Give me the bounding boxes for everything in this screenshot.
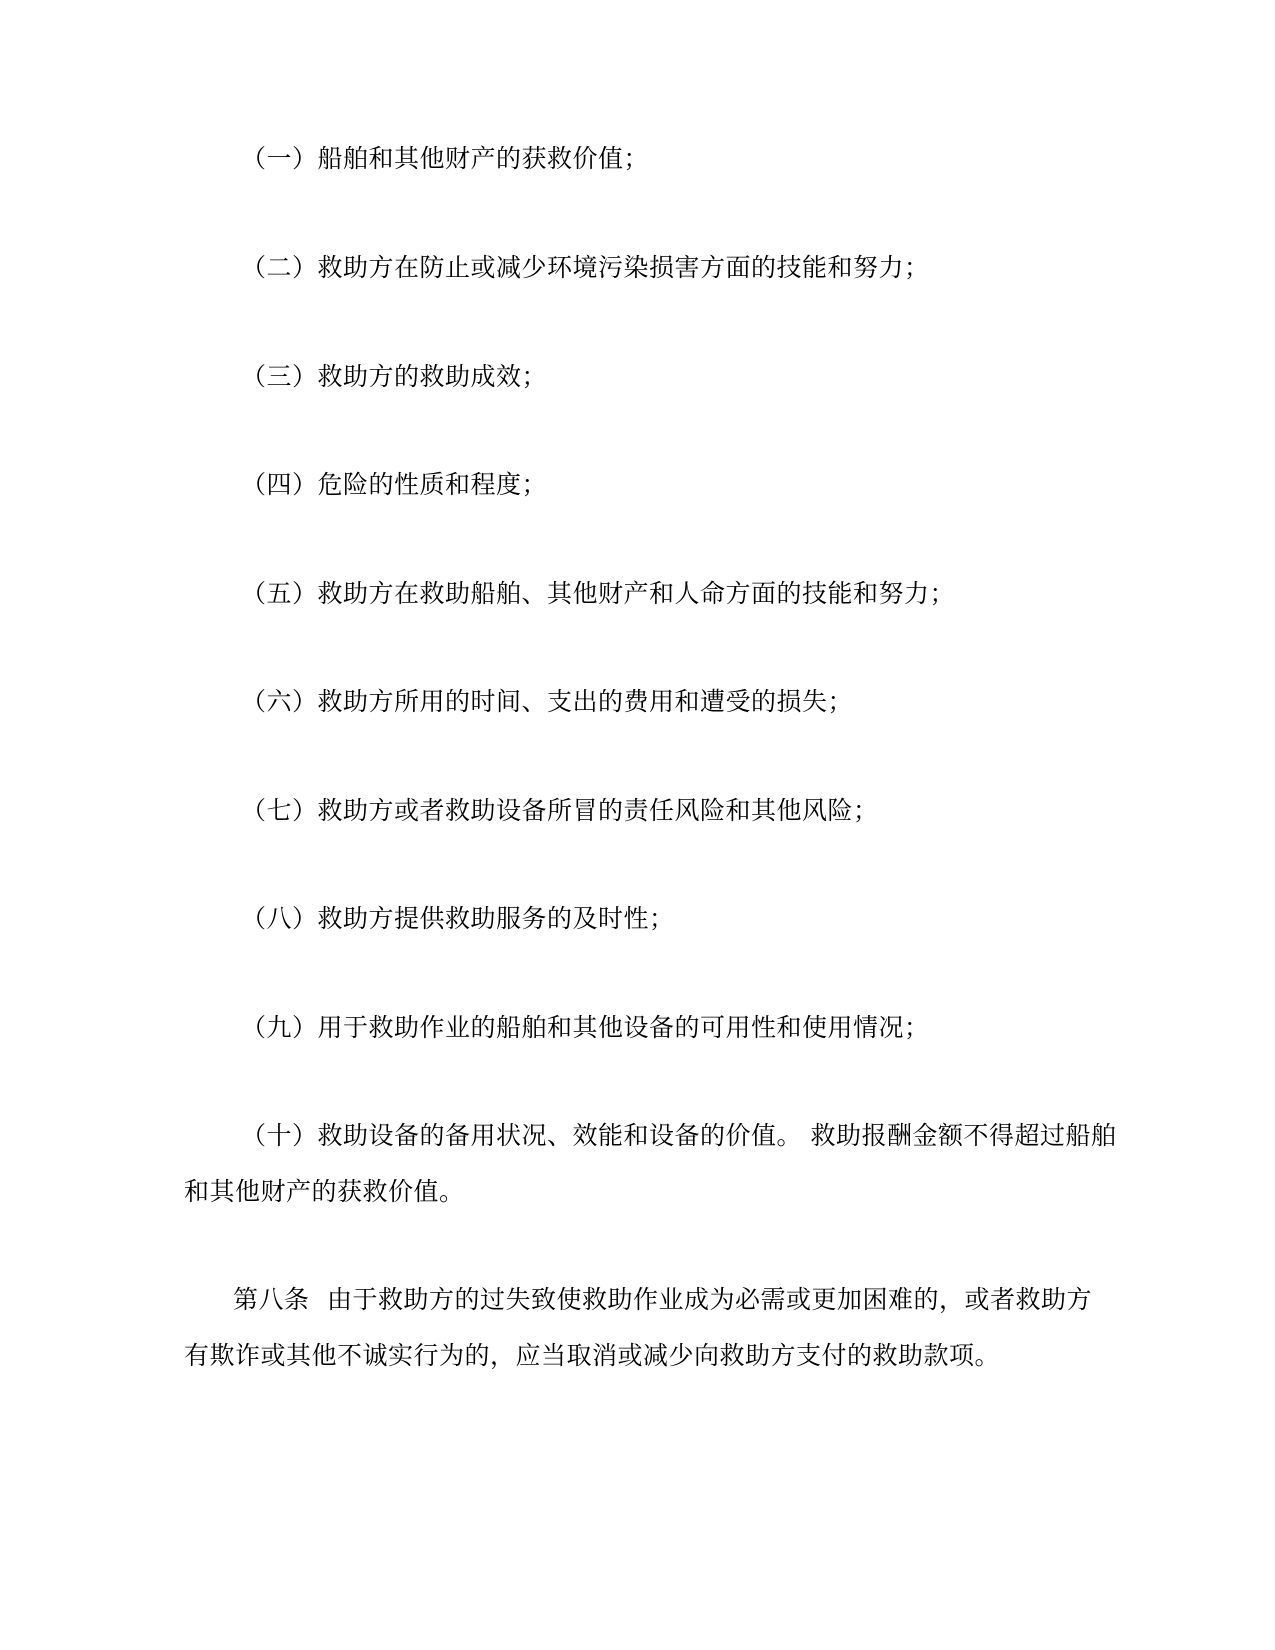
list-item-6: （六）救助方所用的时间、支出的费用和遭受的损失； xyxy=(241,687,854,716)
list-item-3: （三）救助方的救助成效； xyxy=(241,362,548,391)
list-item-4: （四）危险的性质和程度； xyxy=(241,470,548,499)
article-number: 第八条 xyxy=(233,1285,310,1314)
article-8-text-1: 由于救助方的过失致使救助作业成为必需或更加困难的，或者救助方 xyxy=(327,1285,1093,1314)
list-item-7: （七）救助方或者救助设备所冒的责任风险和其他风险； xyxy=(241,796,879,825)
list-item-2: （二）救助方在防止或减少环境污染损害方面的技能和努力； xyxy=(241,253,930,282)
article-8-line-2: 有欺诈或其他不诚实行为的，应当取消或减少向救助方支付的救助款项。 xyxy=(184,1341,1001,1370)
list-item-1: （一）船舶和其他财产的获救价值； xyxy=(241,144,650,173)
list-item-10-continuation: 和其他财产的获救价值。 xyxy=(184,1177,465,1206)
list-item-8: （八）救助方提供救助服务的及时性； xyxy=(241,904,675,933)
article-8-line-1 xyxy=(233,1285,1092,1315)
list-item-9: （九）用于救助作业的船舶和其他设备的可用性和使用情况； xyxy=(241,1013,930,1042)
list-item-10: （十）救助设备的备用状况、效能和设备的价值。 救助报酬金额不得超过船舶 xyxy=(241,1121,1117,1150)
list-item-5: （五）救助方在救助船舶、其他财产和人命方面的技能和努力； xyxy=(241,579,956,608)
